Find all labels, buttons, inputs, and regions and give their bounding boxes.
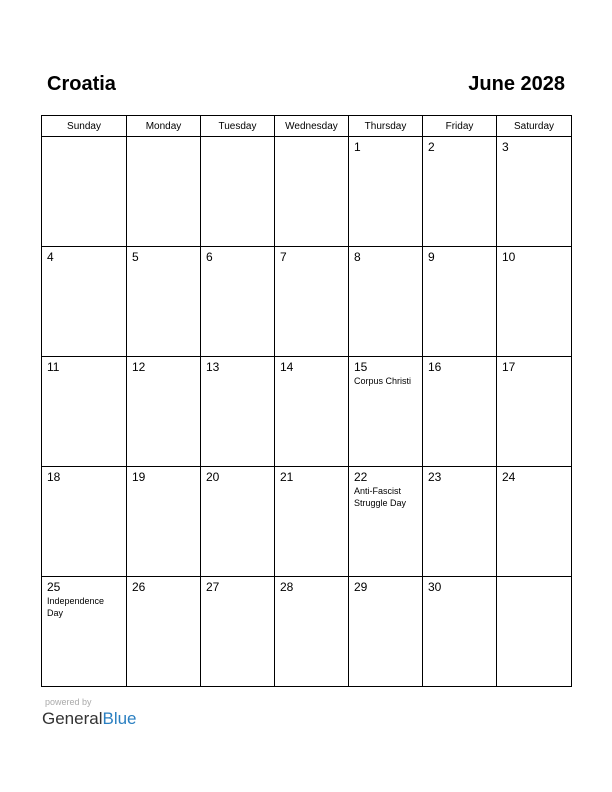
day-cell: [423, 577, 497, 687]
weekday-header-saturday: Saturday: [497, 116, 572, 137]
holiday-label: [42, 484, 126, 485]
day-number: 4: [47, 250, 54, 264]
calendar-grid: [41, 115, 572, 687]
day-cell: [127, 247, 201, 357]
day-number: 17: [502, 360, 516, 374]
weekday-header-row: [42, 116, 572, 137]
holiday-label: [349, 264, 422, 265]
generalblue-logo[interactable]: [42, 709, 137, 729]
weekday-header-thursday: Thursday: [349, 116, 423, 137]
holiday-label: [42, 140, 126, 141]
day-cell: [42, 467, 127, 577]
holiday-label: [497, 264, 571, 265]
day-number: 21: [280, 470, 294, 484]
weekday-header-friday: Friday: [423, 116, 497, 137]
day-number: 2: [428, 140, 435, 154]
holiday-label: [127, 140, 200, 141]
day-cell: [127, 137, 201, 247]
day-number: 20: [206, 470, 220, 484]
week-row: [42, 357, 572, 467]
holiday-label: [127, 594, 200, 595]
day-number: 25: [47, 580, 61, 594]
holiday-label: Corpus Christi: [354, 376, 412, 386]
holiday-label: [201, 594, 274, 595]
week-row: [42, 247, 572, 357]
day-cell: [42, 357, 127, 467]
day-cell: [423, 137, 497, 247]
holiday-label: [201, 140, 274, 141]
day-number: 12: [132, 360, 146, 374]
weekday-header-wednesday: Wednesday: [275, 116, 349, 137]
holiday-label: [423, 264, 496, 265]
day-cell: [423, 357, 497, 467]
day-cell: [201, 467, 275, 577]
day-cell: [201, 137, 275, 247]
footer-branding: [42, 697, 137, 729]
day-number: 11: [47, 360, 60, 374]
day-cell: [127, 357, 201, 467]
day-number: 1: [354, 140, 361, 154]
day-number: 6: [206, 250, 213, 264]
holiday-label: [497, 374, 571, 375]
holiday-label: [423, 594, 496, 595]
day-number: 19: [132, 470, 146, 484]
holiday-label: [275, 484, 348, 485]
weekday-header-tuesday: Tuesday: [201, 116, 275, 137]
holiday-label: [349, 594, 422, 595]
holiday-label: [497, 580, 571, 581]
day-number: 27: [206, 580, 220, 594]
day-cell: [275, 137, 349, 247]
day-cell: [201, 577, 275, 687]
holiday-label: [201, 264, 274, 265]
day-cell: [42, 137, 127, 247]
day-cell: [127, 467, 201, 577]
holiday-label: Independence Day: [47, 596, 105, 618]
holiday-label: [349, 154, 422, 155]
holiday-label: [127, 264, 200, 265]
day-cell: [42, 577, 127, 687]
holiday-label: [127, 374, 200, 375]
day-cell: [201, 247, 275, 357]
day-cell: [497, 137, 572, 247]
day-number: 24: [502, 470, 516, 484]
day-cell: [349, 467, 423, 577]
day-number: 26: [132, 580, 146, 594]
day-cell: [349, 137, 423, 247]
holiday-label: [423, 374, 496, 375]
powered-by-text: powered by: [45, 697, 92, 707]
week-row: [42, 137, 572, 247]
day-number: 22: [354, 470, 368, 484]
holiday-label: [275, 594, 348, 595]
day-cell: [497, 577, 572, 687]
holiday-label: [497, 154, 571, 155]
day-number: 7: [280, 250, 287, 264]
holiday-label: [275, 140, 348, 141]
holiday-label: [497, 484, 571, 485]
holiday-label: [42, 374, 126, 375]
holiday-label: [42, 264, 126, 265]
day-cell: [42, 247, 127, 357]
country-title: Croatia: [47, 73, 116, 95]
holiday-label: [275, 374, 348, 375]
day-number: 28: [280, 580, 294, 594]
day-cell: [275, 247, 349, 357]
day-cell: [349, 577, 423, 687]
brand-general-text: General: [42, 709, 103, 728]
day-number: 13: [206, 360, 220, 374]
holiday-label: [275, 264, 348, 265]
day-number: 16: [428, 360, 442, 374]
day-cell: [201, 357, 275, 467]
day-number: 30: [428, 580, 442, 594]
day-number: 9: [428, 250, 435, 264]
day-cell: [349, 357, 423, 467]
day-cell: [423, 247, 497, 357]
day-number: 10: [502, 250, 516, 264]
day-number: 29: [354, 580, 368, 594]
day-cell: [349, 247, 423, 357]
holiday-label: [127, 484, 200, 485]
weekday-header-sunday: Sunday: [42, 116, 127, 137]
day-number: 5: [132, 250, 139, 264]
day-number: 8: [354, 250, 361, 264]
day-number: 3: [502, 140, 509, 154]
holiday-label: Anti-Fascist Struggle Day: [354, 486, 407, 508]
day-cell: [275, 357, 349, 467]
holiday-label: [423, 154, 496, 155]
week-row: [42, 467, 572, 577]
day-cell: [497, 467, 572, 577]
day-cell: [497, 247, 572, 357]
day-cell: [127, 577, 201, 687]
day-cell: [275, 577, 349, 687]
week-row: [42, 577, 572, 687]
day-number: 14: [280, 360, 294, 374]
holiday-label: [201, 374, 274, 375]
day-cell: [275, 467, 349, 577]
month-year-title: June 2028: [468, 73, 565, 95]
holiday-label: [423, 484, 496, 485]
day-number: 15: [354, 360, 368, 374]
holiday-label: [201, 484, 274, 485]
day-cell: [497, 357, 572, 467]
day-number: 23: [428, 470, 442, 484]
day-cell: [423, 467, 497, 577]
day-number: 18: [47, 470, 61, 484]
weekday-header-monday: Monday: [127, 116, 201, 137]
brand-blue-text: Blue: [102, 709, 137, 728]
